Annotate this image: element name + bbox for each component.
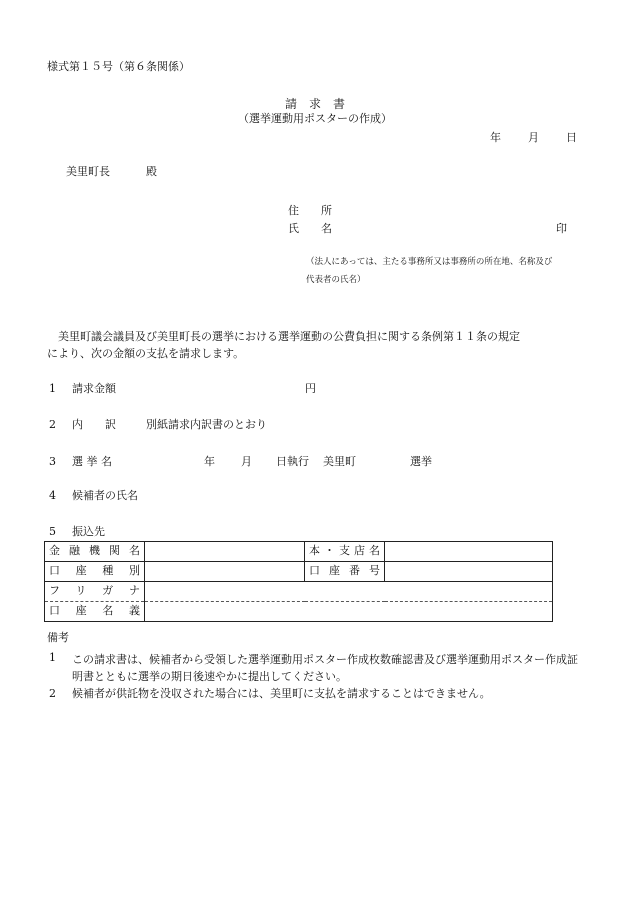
addressee-name: 美里町長: [66, 165, 110, 178]
document-subtitle: （選挙運動用ポスターの作成）: [238, 112, 392, 125]
table-row: [45, 562, 553, 582]
branch-label: 本・支店名: [305, 542, 385, 562]
account-type-label: 口座種別: [45, 562, 145, 582]
item1-number: 1: [49, 382, 56, 395]
remark1-number: 1: [49, 651, 56, 664]
item5-label: 振込先: [72, 525, 105, 538]
item3-label: 選 挙 名: [72, 455, 112, 468]
financial-institution-label: 金融機関名: [45, 542, 145, 562]
remark2-text: 候補者が供託物を没収された場合には、美里町に支払を請求することはできません。: [72, 687, 491, 700]
item4-label: 候補者の氏名: [72, 489, 138, 502]
remark1-text: この請求書は、候補者から受領した選挙運動用ポスター作成枚数確認書及び選挙運動用ポスター作成証明書とともに選挙の期日後速やかに提出してください。: [72, 653, 578, 683]
body-text-line2: により、次の金額の支払を請求します。: [47, 347, 245, 360]
account-number-field[interactable]: [385, 562, 553, 582]
item3-election: 選挙: [410, 455, 432, 468]
item2-value: 別紙請求内訳書のとおり: [146, 418, 267, 431]
item2-number: 2: [49, 418, 56, 431]
item4-number: 4: [49, 489, 56, 502]
remark2-number: 2: [49, 687, 56, 700]
item3-number: 3: [49, 455, 56, 468]
item3-town: 美里町: [323, 455, 356, 468]
addressee-honorific: 殿: [146, 165, 157, 178]
form-number: 様式第１５号（第６条関係）: [47, 60, 190, 73]
account-holder-field[interactable]: [145, 602, 553, 622]
table-row: [45, 582, 553, 602]
item3-day-exec: 日執行: [276, 455, 309, 468]
address-label: 住 所: [288, 204, 332, 217]
date-day-label: 日: [566, 131, 577, 144]
branch-field[interactable]: [385, 542, 553, 562]
bank-transfer-table: [44, 541, 553, 622]
item2-label: 内 訳: [72, 418, 116, 431]
account-number-label: 口座番号: [305, 562, 385, 582]
remarks-heading: 備考: [47, 631, 69, 644]
document-title: 請 求 書: [284, 97, 345, 111]
table-row: [45, 602, 553, 622]
account-type-field[interactable]: [145, 562, 305, 582]
seal-mark: 印: [556, 222, 567, 235]
financial-institution-field[interactable]: [145, 542, 305, 562]
account-holder-label: 口座名義: [45, 602, 145, 622]
item1-label: 請求金額: [72, 382, 116, 395]
corporate-note-line2: 代表者の氏名）: [306, 275, 366, 285]
body-text-line1: 美里町議会議員及び美里町長の選挙における選挙運動の公費負担に関する条例第１１条の規定: [58, 330, 520, 343]
furigana-label: フリガナ: [45, 582, 145, 602]
item1-unit: 円: [305, 382, 316, 395]
table-row: [45, 542, 553, 562]
item3-year: 年: [204, 455, 215, 468]
date-month-label: 月: [528, 131, 539, 144]
corporate-note-line1: （法人にあっては、主たる事務所又は事務所の所在地、名称及び: [306, 257, 553, 267]
item5-number: 5: [49, 525, 56, 538]
date-year-label: 年: [490, 131, 501, 144]
name-label: 氏 名: [288, 222, 332, 235]
item3-month: 月: [241, 455, 252, 468]
furigana-field[interactable]: [145, 582, 553, 602]
